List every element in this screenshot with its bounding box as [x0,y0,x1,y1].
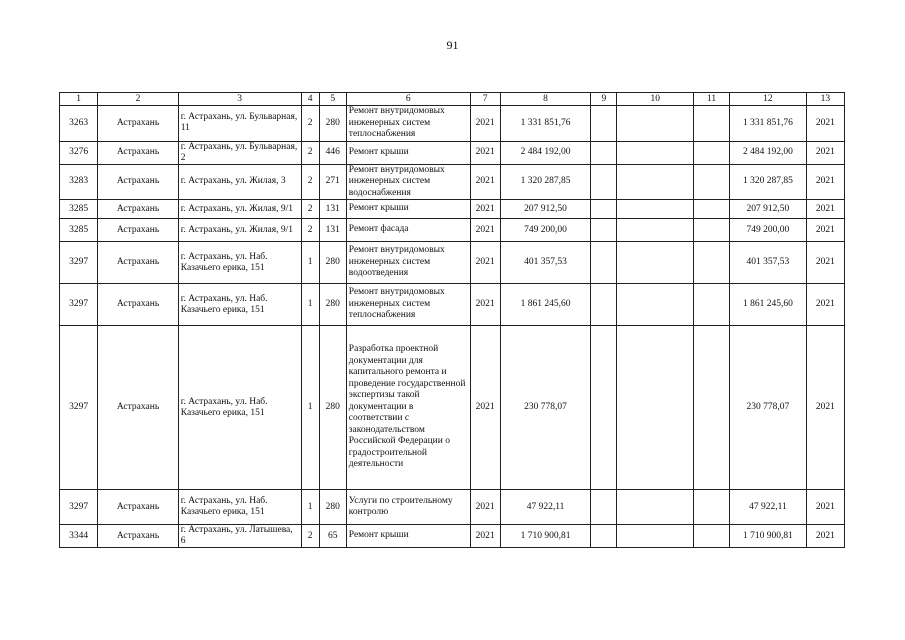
table-row [60,200,845,219]
fund-cost-cell: 207 912,50 [730,200,806,219]
row-id: 3276 [60,141,98,164]
column-5-cell: 280 [319,326,346,490]
city-cell: Астрахань [98,326,179,490]
column-5-cell: 280 [319,284,346,326]
column-11-cell [693,525,729,548]
row-id: 3283 [60,164,98,200]
row-id: 3297 [60,326,98,490]
column-10-cell [617,284,693,326]
column-9-cell [591,242,617,284]
row-id: 3285 [60,200,98,219]
year-cell: 2021 [470,219,500,242]
city-cell: Астрахань [98,490,179,525]
work-description-cell: Ремонт внутридомовых инженерных систем теплоснабжения [346,106,470,142]
total-cost-cell: 749 200,00 [500,219,591,242]
column-9-cell [591,164,617,200]
column-5-cell: 131 [319,219,346,242]
table-row [60,326,845,490]
city-cell: Астрахань [98,242,179,284]
column-4-cell: 2 [301,219,319,242]
column-5-cell: 280 [319,242,346,284]
work-description-cell: Ремонт внутридомовых инженерных систем теплоснабжения [346,284,470,326]
column-11-cell [693,242,729,284]
column-5-cell: 65 [319,525,346,548]
address-cell: г. Астрахань, ул. Наб. Казачьего ерика, 151 [178,242,301,284]
column-9-cell [591,284,617,326]
city-cell: Астрахань [98,525,179,548]
completion-year-cell: 2021 [806,200,844,219]
column-11-cell [693,164,729,200]
column-number: 1 [60,93,98,106]
column-5-cell: 280 [319,490,346,525]
city-cell: Астрахань [98,200,179,219]
column-5-cell: 131 [319,200,346,219]
column-9-cell [591,219,617,242]
column-4-cell: 1 [301,242,319,284]
work-description-cell: Ремонт крыши [346,141,470,164]
row-id: 3285 [60,219,98,242]
column-9-cell [591,141,617,164]
total-cost-cell: 1 331 851,76 [500,106,591,142]
column-11-cell [693,284,729,326]
column-11-cell [693,106,729,142]
page-number: 91 [446,38,459,52]
fund-cost-cell: 1 331 851,76 [730,106,806,142]
column-10-cell [617,490,693,525]
fund-cost-cell: 749 200,00 [730,219,806,242]
row-id: 3297 [60,284,98,326]
work-description-cell: Ремонт крыши [346,200,470,219]
column-number: 11 [693,93,729,106]
column-11-cell [693,200,729,219]
city-cell: Астрахань [98,219,179,242]
column-number: 7 [470,93,500,106]
column-number: 13 [806,93,844,106]
column-11-cell [693,490,729,525]
address-cell: г. Астрахань, ул. Жилая, 9/1 [178,219,301,242]
column-9-cell [591,200,617,219]
total-cost-cell: 47 922,11 [500,490,591,525]
column-10-cell [617,242,693,284]
column-10-cell [617,141,693,164]
completion-year-cell: 2021 [806,164,844,200]
column-number: 2 [98,93,179,106]
total-cost-cell: 207 912,50 [500,200,591,219]
column-number-row [60,93,845,106]
column-number: 6 [346,93,470,106]
work-description-cell: Услуги по строительному контролю [346,490,470,525]
total-cost-cell: 1 320 287,85 [500,164,591,200]
column-number: 12 [730,93,806,106]
table-row [60,284,845,326]
row-id: 3263 [60,106,98,142]
column-4-cell: 2 [301,525,319,548]
work-description-cell: Ремонт внутридомовых инженерных систем водоснабжения [346,164,470,200]
table-row [60,106,845,142]
fund-cost-cell: 1 861 245,60 [730,284,806,326]
column-9-cell [591,106,617,142]
table-row [60,219,845,242]
city-cell: Астрахань [98,164,179,200]
column-5-cell: 446 [319,141,346,164]
column-9-cell [591,525,617,548]
column-number: 8 [500,93,591,106]
column-number: 9 [591,93,617,106]
column-4-cell: 2 [301,106,319,142]
address-cell: г. Астрахань, ул. Наб. Казачьего ерика, 151 [178,490,301,525]
column-11-cell [693,141,729,164]
year-cell: 2021 [470,284,500,326]
column-10-cell [617,219,693,242]
year-cell: 2021 [470,164,500,200]
fund-cost-cell: 1 320 287,85 [730,164,806,200]
column-9-cell [591,326,617,490]
table-row [60,141,845,164]
work-description-cell: Ремонт крыши [346,525,470,548]
column-11-cell [693,219,729,242]
column-number: 5 [319,93,346,106]
fund-cost-cell: 47 922,11 [730,490,806,525]
table-row [60,490,845,525]
work-description-cell: Ремонт внутридомовых инженерных систем водоотведения [346,242,470,284]
column-4-cell: 1 [301,326,319,490]
column-11-cell [693,326,729,490]
address-cell: г. Астрахань, ул. Жилая, 3 [178,164,301,200]
column-number: 10 [617,93,693,106]
fund-cost-cell: 230 778,07 [730,326,806,490]
completion-year-cell: 2021 [806,141,844,164]
year-cell: 2021 [470,490,500,525]
table-row [60,242,845,284]
total-cost-cell: 230 778,07 [500,326,591,490]
fund-cost-cell: 401 357,53 [730,242,806,284]
column-10-cell [617,164,693,200]
total-cost-cell: 1 710 900,81 [500,525,591,548]
year-cell: 2021 [470,200,500,219]
fund-cost-cell: 2 484 192,00 [730,141,806,164]
column-number: 4 [301,93,319,106]
completion-year-cell: 2021 [806,525,844,548]
address-cell: г. Астрахань, ул. Наб. Казачьего ерика, 151 [178,284,301,326]
work-description-cell: Ремонт фасада [346,219,470,242]
column-4-cell: 1 [301,284,319,326]
year-cell: 2021 [470,525,500,548]
row-id: 3297 [60,242,98,284]
column-number: 3 [178,93,301,106]
row-id: 3344 [60,525,98,548]
work-description-cell: Разработка проектной документации для капитального ремонта и проведение государственной экспертизы такой документации в соответствии с законодательством Российской Федерации о градостроительной деятельности [346,326,470,490]
column-5-cell: 280 [319,106,346,142]
year-cell: 2021 [470,106,500,142]
column-10-cell [617,106,693,142]
completion-year-cell: 2021 [806,242,844,284]
column-4-cell: 2 [301,141,319,164]
year-cell: 2021 [470,242,500,284]
address-cell: г. Астрахань, ул. Бульварная, 2 [178,141,301,164]
completion-year-cell: 2021 [806,219,844,242]
fund-cost-cell: 1 710 900,81 [730,525,806,548]
column-10-cell [617,200,693,219]
column-10-cell [617,525,693,548]
total-cost-cell: 401 357,53 [500,242,591,284]
year-cell: 2021 [470,141,500,164]
column-9-cell [591,490,617,525]
column-4-cell: 2 [301,200,319,219]
city-cell: Астрахань [98,284,179,326]
column-4-cell: 2 [301,164,319,200]
table-row [60,164,845,200]
address-cell: г. Астрахань, ул. Бульварная, 11 [178,106,301,142]
address-cell: г. Астрахань, ул. Наб. Казачьего ерика, 151 [178,326,301,490]
row-id: 3297 [60,490,98,525]
total-cost-cell: 1 861 245,60 [500,284,591,326]
completion-year-cell: 2021 [806,326,844,490]
city-cell: Астрахань [98,106,179,142]
column-5-cell: 271 [319,164,346,200]
address-cell: г. Астрахань, ул. Латышева, 6 [178,525,301,548]
column-10-cell [617,326,693,490]
column-4-cell: 1 [301,490,319,525]
year-cell: 2021 [470,326,500,490]
table-row [60,525,845,548]
total-cost-cell: 2 484 192,00 [500,141,591,164]
completion-year-cell: 2021 [806,106,844,142]
address-cell: г. Астрахань, ул. Жилая, 9/1 [178,200,301,219]
capital-repair-table [59,92,845,548]
completion-year-cell: 2021 [806,284,844,326]
completion-year-cell: 2021 [806,490,844,525]
city-cell: Астрахань [98,141,179,164]
